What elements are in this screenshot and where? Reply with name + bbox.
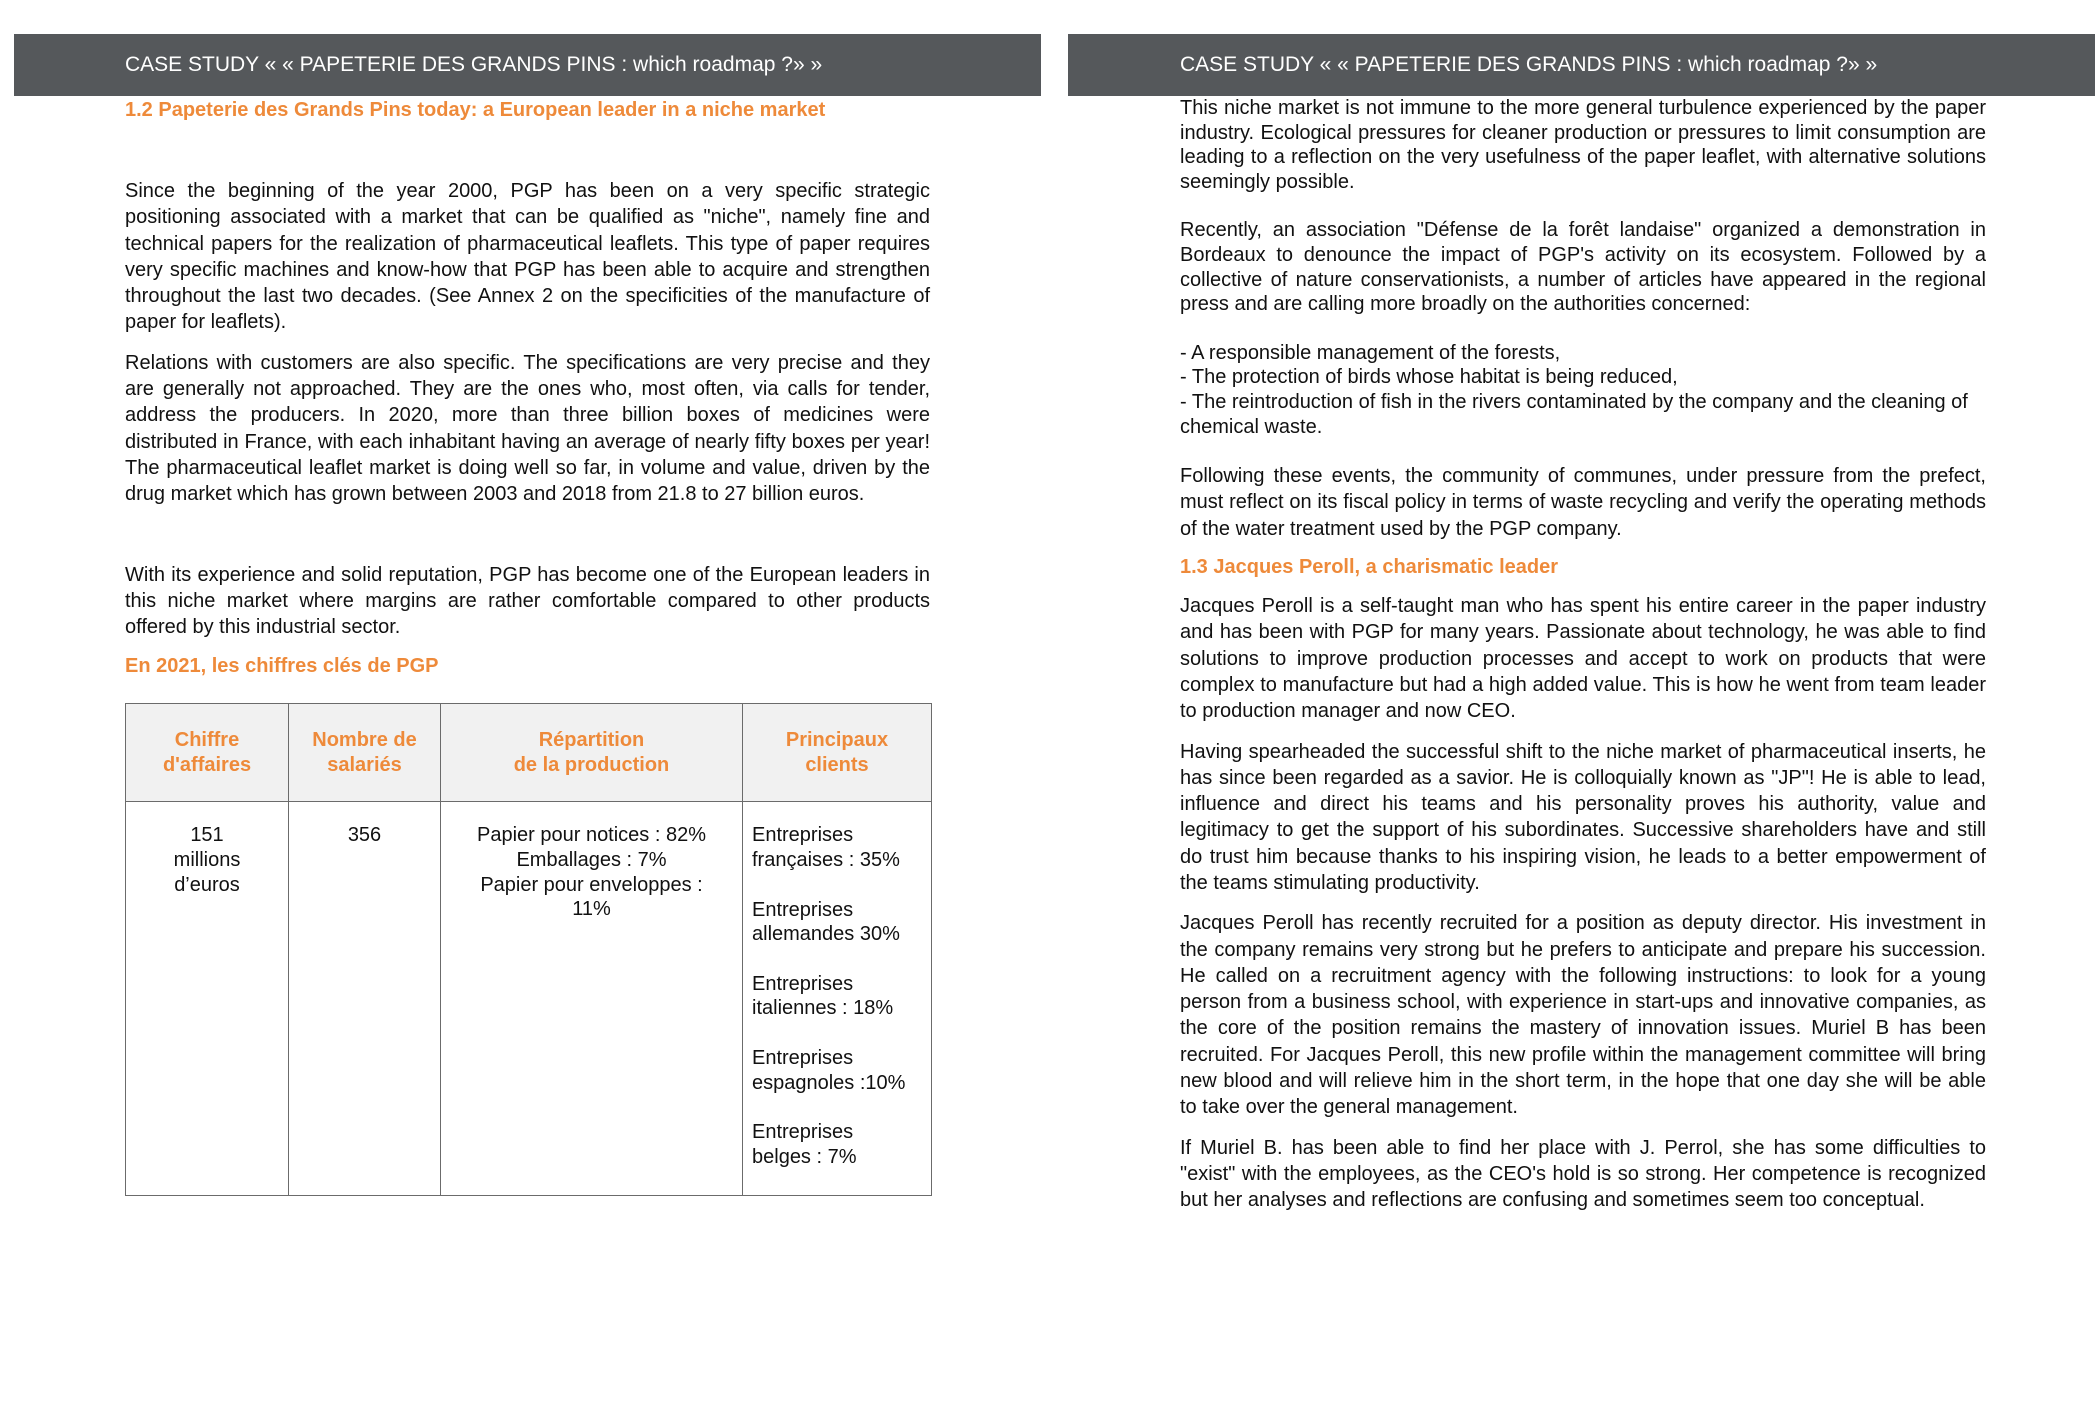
- column-header-clients: Principaux clients: [743, 704, 932, 802]
- column-header-revenue: Chiffre d'affaires: [126, 704, 289, 802]
- paragraph: Jacques Peroll is a self-taught man who has spent his entire career in the paper industry and has been with PGP for many years. Passionate about technology, he was able to find solutions to improve production processes and accept to work on products that were complex to manufacture but had a high added value. This is how he went from team leader to production manager and now CEO.: [1180, 595, 1986, 723]
- bullet-list: [1180, 341, 1986, 439]
- cell-production: Papier pour notices : 82% Emballages : 7% Papier pour enveloppes : 11%: [441, 802, 743, 1196]
- key-figures-table: [125, 703, 932, 1196]
- client-entry: Entreprises françaises : 35%: [752, 824, 900, 872]
- right-page-body: [1180, 96, 1986, 1214]
- right-page-header: CASE STUDY « « PAPETERIE DES GRANDS PINS : which roadmap ?» »: [1068, 34, 2095, 96]
- cell-revenue: 151 millions d’euros: [126, 802, 289, 1196]
- paragraph: Recently, an association "Défense de la forêt landaise" organized a demonstration in Bordeaux to denounce the impact of PGP's activity on its ecosystem. Followed by a collective of nature conservationists, a number of articles have appeared in the regional press and are calling more broadly on the authorities concerned:: [1180, 219, 1986, 316]
- list-item: - A responsible management of the forests,: [1180, 341, 1561, 364]
- client-entry: Entreprises allemandes 30%: [752, 898, 900, 946]
- left-page-body: [125, 96, 930, 1196]
- table-header-row: [126, 704, 932, 802]
- table-row: [126, 802, 932, 1196]
- client-entry: Entreprises italiennes : 18%: [752, 972, 894, 1020]
- column-header-employees: Nombre de salariés: [289, 704, 441, 802]
- list-item: - The protection of birds whose habitat is being reduced,: [1180, 366, 1678, 389]
- paragraph: Jacques Peroll has recently recruited for a position as deputy director. His investment in the company remains very strong but he prefers to anticipate and prepare his succession. He called on a recruitment agency with the following instructions: to look for a young person from a business school, with experience in start-ups and innovative companies, as the core of the position remains the mastery of innovation issues. Muriel B has been recruited. For Jacques Peroll, this new profile within the management committee will bring new blood and will relieve him in the short term, in the hope that one day she will be able to take over the general management.: [1180, 912, 1986, 1119]
- paragraph: Relations with customers are also specific. The specifications are very precise and they are generally not approached. They are the ones who, most often, via calls for tender, address the producers. In 2020, more than three billion boxes of medicines were distributed in France, with each inhabitant having an average of nearly fifty boxes per year! The pharmaceutical leaflet market is doing well so far, in volume and value, driven by the drug market which has grown between 2003 and 2018 from 21.8 to 27 billion euros.: [125, 351, 930, 506]
- paragraph: This niche market is not immune to the more general turbulence experienced by the paper industry. Ecological pressures for cleaner production or pressures to limit consumption are leading to a reflection on the very usefulness of the paper leaflet, with alternative solutions seemingly possible.: [1180, 97, 1986, 193]
- client-entry: Entreprises espagnoles :10%: [752, 1047, 906, 1094]
- cell-clients: [743, 802, 932, 1196]
- cell-employees: 356: [289, 802, 441, 1196]
- paragraph: Since the beginning of the year 2000, PGP has been on a very specific strategic positioning associated with a market that can be qualified as "niche", namely fine and technical papers for the realization of pharmaceutical leaflets. This type of paper requires very specific machines and know-how that PGP has been able to acquire and strengthen throughout the last two decades. (See Annex 2 on the specificities of the manufacture of paper for leaflets).: [125, 180, 930, 334]
- paragraph: If Muriel B. has been able to find her place with J. Perrol, she has some difficulties to "exist" with the employees, as the CEO's hold is so strong. Her competence is recognized but her analyses and reflections are confusing and sometimes seem too conceptual.: [1180, 1136, 1986, 1212]
- section-heading-1-2: 1.2 Papeterie des Grands Pins today: a European leader in a niche market: [125, 99, 826, 121]
- client-entry: Entreprises belges : 7%: [752, 1121, 857, 1168]
- paragraph: With its experience and solid reputation, PGP has become one of the European leaders in this niche market where margins are rather comfortable compared to other products offered by this industrial sector.: [125, 563, 930, 639]
- column-header-production: Répartition de la production: [441, 704, 743, 802]
- table-heading: En 2021, les chiffres clés de PGP: [125, 655, 439, 678]
- left-page-header: CASE STUDY « « PAPETERIE DES GRANDS PINS : which roadmap ?» »: [14, 34, 1041, 96]
- section-heading-1-3: 1.3 Jacques Peroll, a charismatic leader: [1180, 556, 1558, 579]
- paragraph: Having spearheaded the successful shift to the niche market of pharmaceutical inserts, he has since been regarded as a savior. He is colloquially known as "JP"! He is able to lead, influence and direct his teams and his personality proves his authority, value and legitimacy to get the support of his subordinates. Successive shareholders have and still do trust him because thanks to his inspiring vision, he leads to a better empowerment of the teams stimulating productivity.: [1180, 740, 1986, 894]
- paragraph: Following these events, the community of communes, under pressure from the prefect, must reflect on its fiscal policy in terms of waste recycling and verify the operating methods of the water treatment used by the PGP company.: [1180, 465, 1986, 540]
- right-page: [1050, 0, 2100, 1420]
- list-item: - The reintroduction of fish in the rivers contaminated by the company and the cleaning of chemical waste.: [1180, 390, 1968, 438]
